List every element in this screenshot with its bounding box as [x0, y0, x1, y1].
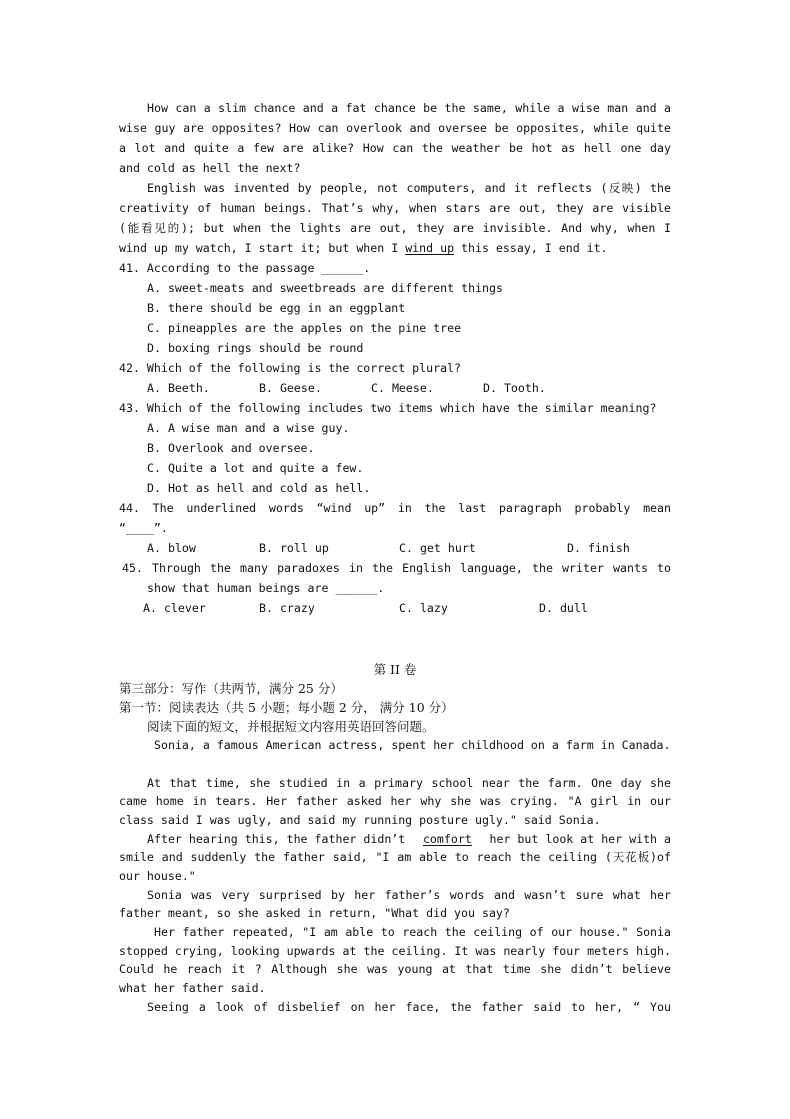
question-option: A. sweet-meats and sweetbreads are different things: [147, 281, 503, 295]
question-option: A. A wise man and a wise guy.: [147, 421, 350, 435]
question-option: B. crazy: [259, 601, 315, 615]
question-option: C. Meese.: [371, 381, 434, 395]
question-option: C. get hurt: [399, 541, 476, 555]
story-line: [147, 829, 671, 849]
passage-line: a lot and quite a few are alike? How can the weather be hot as hell one day: [119, 141, 671, 155]
passage-line: How can a slim chance and a fat chance be the same, while a wise man and a: [147, 101, 671, 115]
story-line: Could he reach it ? Although she was young at that time she didn’t believe: [119, 962, 671, 976]
passage-line: (能看见的); but when the lights are out, they are invisible. And why, when I: [119, 221, 671, 235]
story-line: At that time, she studied in a primary school near the farm. One day she: [147, 776, 671, 790]
question-option: A. Beeth.: [147, 381, 210, 395]
question-option: D. dull: [539, 601, 588, 615]
question-stem: show that human beings are ______.: [147, 581, 385, 595]
story-line: stopped crying, looking upwards at the ceiling. It was nearly four meters high.: [119, 944, 671, 958]
question-option: C. Quite a lot and quite a few.: [147, 461, 364, 475]
story-line: our house.": [119, 869, 196, 883]
question-stem: 45. Through the many paradoxes in the English language, the writer wants to: [122, 561, 671, 575]
passage-text: this essay, I end it.: [461, 241, 608, 255]
story-line: father meant, so she asked in return, "What did you say?: [119, 906, 510, 920]
question-option: D. finish: [567, 541, 630, 555]
question-stem: 41. According to the passage ______.: [119, 261, 371, 275]
passage-line: creativity of human beings. That’s why, when stars are out, they are visible: [119, 201, 671, 215]
volume-title: 第 II 卷: [373, 662, 417, 677]
question-option: A. clever: [143, 601, 206, 615]
story-line: Sonia was very surprised by her father’s words and wasn’t sure what her: [147, 888, 671, 902]
question-stem: 42. Which of the following is the correct plural?: [119, 361, 462, 375]
story-line: smile and suddenly the father said, "I am able to reach the ceiling (天花板)of: [119, 850, 671, 864]
story-text: her but look at her with a: [489, 832, 671, 846]
question-option: C. pineapples are the apples on the pine tree: [147, 321, 462, 335]
passage-line: wise guy are opposites? How can overlook and oversee be opposites, while quite: [119, 121, 671, 135]
story-line: Sonia, a famous American actress, spent her childhood on a farm in Canada.: [154, 738, 671, 752]
question-option: B. Geese.: [259, 381, 322, 395]
story-line: Seeing a look of disbelief on her face, the father said to her, “ You: [147, 1000, 671, 1014]
question-option: D. Tooth.: [483, 381, 546, 395]
story-line: Her father repeated, "I am able to reach the ceiling of our house." Sonia: [154, 925, 671, 939]
underlined-phrase: wind up: [405, 241, 455, 255]
question-stem: 43. Which of the following includes two items which have the similar meaning?: [119, 401, 657, 415]
story-text: After hearing this, the father didn’t: [147, 832, 406, 846]
question-option: D. boxing rings should be round: [147, 341, 364, 355]
section-subtitle: 第一节：阅读表达（共 5 小题；每小题 2 分， 满分 10 分）: [119, 700, 454, 715]
instruction: 阅读下面的短文，并根据短文内容用英语回答问题。: [147, 719, 435, 734]
passage-line: [119, 238, 608, 258]
question-option: A. blow: [147, 541, 196, 555]
question-option: B. roll up: [259, 541, 329, 555]
question-stem: “____”.: [119, 521, 168, 535]
passage-line: English was invented by people, not computers, and it reflects (反映) the: [147, 181, 671, 195]
part-title: 第三部分：写作（共两节，满分 25 分）: [119, 681, 343, 696]
passage-text: wind up my watch, I start it; but when I: [119, 241, 399, 255]
passage-line: and cold as hell the next?: [119, 161, 301, 175]
story-line: class said I was ugly, and said my running posture ugly." said Sonia.: [119, 813, 601, 827]
question-option: B. Overlook and oversee.: [147, 441, 315, 455]
underlined-word: comfort: [422, 832, 472, 846]
question-option: C. lazy: [399, 601, 448, 615]
story-line: what her father said.: [119, 981, 266, 995]
question-option: B. there should be egg in an eggplant: [147, 301, 406, 315]
story-line: came home in tears. Her father asked her why she was crying. "A girl in our: [119, 794, 671, 808]
question-stem: 44. The underlined words “wind up” in the last paragraph probably mean: [119, 501, 671, 515]
question-option: D. Hot as hell and cold as hell.: [147, 481, 371, 495]
